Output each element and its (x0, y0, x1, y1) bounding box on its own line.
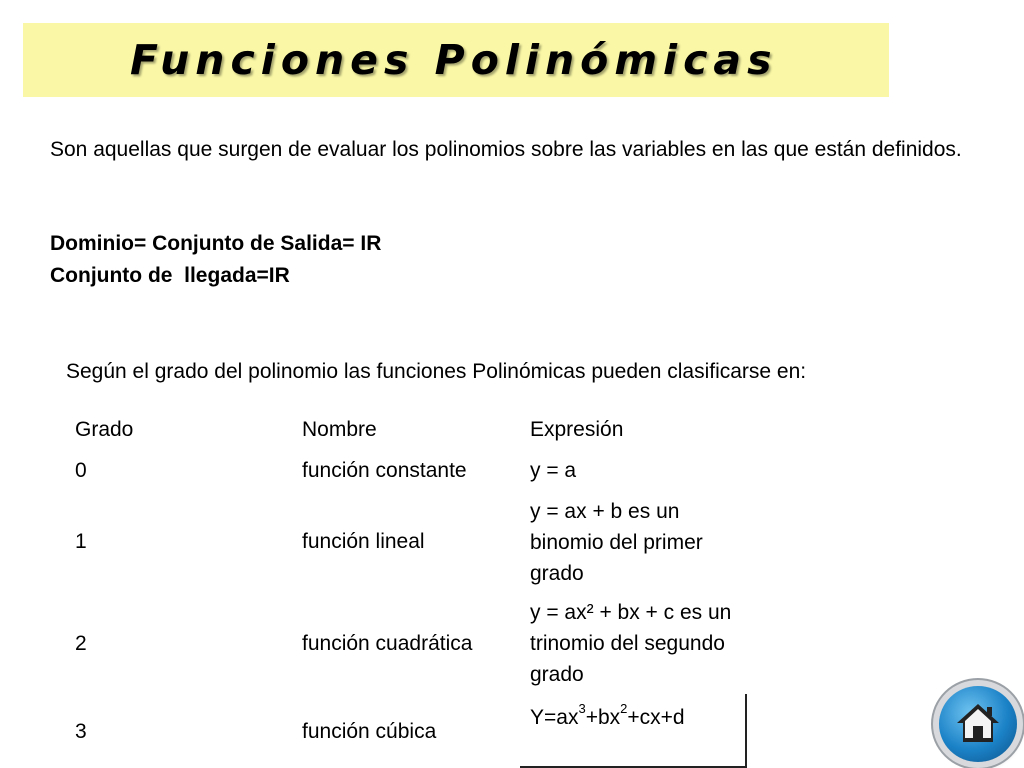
row-2-expresion: y = ax² + bx + c es un trinomio del segundo grado (530, 601, 732, 686)
home-icon (954, 700, 1002, 746)
classification-subtitle: Según el grado del polinomio las funciones Polinómicas pueden clasificarse en: (66, 360, 807, 383)
row-1-nombre: función lineal (302, 530, 425, 553)
header-nombre: Nombre (302, 418, 377, 441)
row-0-grado: 0 (75, 459, 87, 482)
header-grado: Grado (75, 418, 134, 441)
row-1-grado: 1 (75, 530, 87, 553)
row-2-grado: 2 (75, 632, 87, 655)
row-0-expresion: y = a (530, 459, 577, 482)
row-1-expresion: y = ax + b es un binomio del primer grado (530, 500, 703, 585)
intro-paragraph: Son aquellas que surgen de evaluar los polinomios sobre las variables en las que están definidos. (50, 138, 962, 161)
row-3-nombre: función cúbica (302, 720, 437, 743)
llegada-line: Conjunto de llegada=IR (50, 264, 290, 287)
page-title: Funciones Polinómicas (130, 36, 778, 84)
home-button[interactable] (939, 686, 1017, 762)
row-2-nombre: función cuadrática (302, 632, 473, 655)
header-expresion: Expresión (530, 418, 624, 441)
cell-border-right (745, 694, 747, 767)
row-0-nombre: función constante (302, 459, 467, 482)
dominio-line: Dominio= Conjunto de Salida= IR (50, 232, 382, 255)
row-3-expresion: $Y=ax^3+bx^2+cx+d$ (530, 701, 685, 729)
row-3-grado: 3 (75, 720, 87, 743)
